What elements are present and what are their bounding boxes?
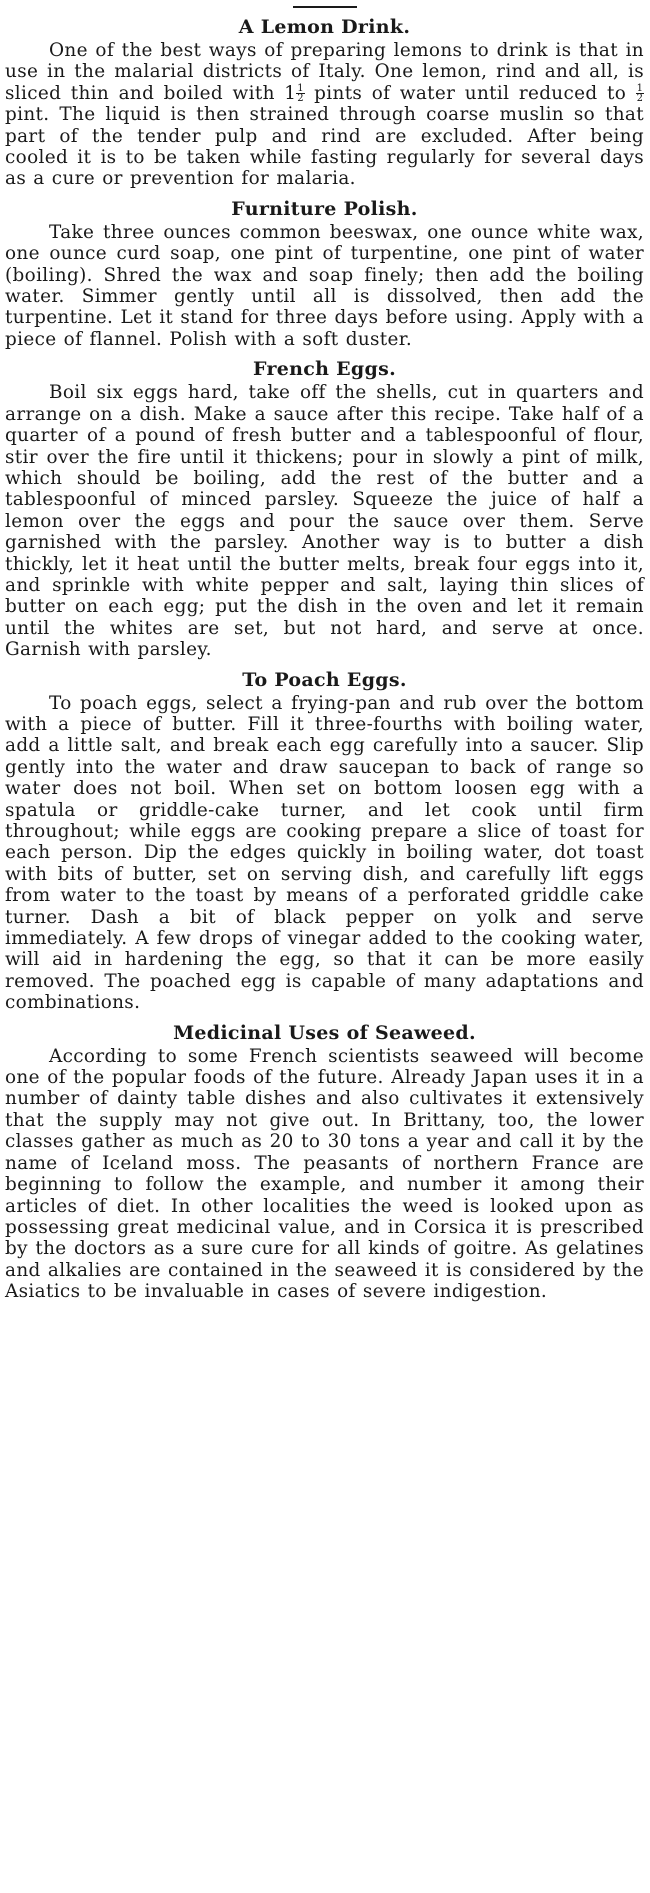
article-poach-eggs [5, 667, 644, 1014]
article-body: One of the best ways of preparing lemons to drink is that in use in the malarial districts of Italy. One lemon, rind and all, is sliced thin and boiled with 1 $\frac{1}{2}$ pints of water until reduced to $\frac{1}{2}$ pint. The liquid is then strained through coarse muslin so that part of the tender pulp and rind are excluded. After being cooled it is to be taken while fasting regularly for several days as a cure or prevention for malaria. [5, 40, 644, 190]
article-title: Furniture Polish. [231, 197, 418, 220]
article-title: A Lemon Drink. [238, 16, 411, 38]
article-title: Medicinal Uses of Seaweed. [173, 1021, 476, 1044]
article-furniture-polish [5, 196, 644, 350]
article-title: French Eggs. [252, 358, 397, 381]
article-french-eggs [5, 356, 644, 660]
article-seaweed [5, 1020, 644, 1303]
article-body: Boil six eggs hard, take off the shells, cut in quarters and arrange on a dish. Make a sauce after this recipe. Take half of a quarter of a pound of fresh butter and a tablespoonful of flour, stir over the fire until it thickens; pour in slowly a pint of milk, which should be boiling, add the rest of the butter and a tablespoonful of minced parsley. Squeeze the juice of half a lemon over the eggs and pour the sauce over them. Serve garnished with the parsley. Another way is to butter a dish thickly, let it heat until the butter melts, break four eggs into it, and sprinkle with white pepper and salt, laying thin slices of butter on each egg; put the dish in the oven and let it remain until the whites are set, but not hard, and serve at once. Garnish with parsley. [5, 382, 644, 661]
article-body: Take three ounces common beeswax, one ounce white wax, one ounce curd soap, one pint of turpentine, one pint of water (boiling). Shred the wax and soap finely; then add the boiling water. Simmer gently until all is dissolved, then add the turpentine. Let it stand for three days before using. Apply with a piece of flannel. Polish with a soft duster. [5, 221, 644, 350]
article-body: To poach eggs, select a frying-pan and rub over the bottom with a piece of butter. Fill it three-fourths with boiling water, add a little salt, and break each egg carefully into a saucer. Slip gently into the water and draw saucepan to back of range so water does not boil. When set on bottom loosen egg with a spatula or griddle-cake turner, and let cook until firm throughout; while eggs are cooking prepare a slice of toast for each person. Dip the edges quickly in boiling water, dot toast with bits of butter, set on serving dish, and carefully lift eggs from water to the toast by means of a perforated griddle cake turner. Dash a bit of black pepper on yolk and serve immediately. A few drops of vinegar added to the cooking water, will aid in hardening the egg, so that it can be more easily removed. The poached egg is capable of many adaptations and combinations. [5, 692, 644, 1014]
fraction-one-half: $\frac{1}{2}$ [297, 83, 304, 105]
top-rule [293, 6, 357, 8]
article-body: According to some French scientists seaweed will become one of the popular foods of the future. Already Japan uses it in a number of dainty table dishes and also cultivates it extensively that the supply may not give out. In Brittany, too, the lower classes gather as much as 20 to 30 tons a year and call it by the name of Iceland moss. The peasants of northern France are beginning to follow the example, and number it among their articles of diet. In other localities the weed is looked upon as possessing great medicinal value, and in Corsica it is prescribed by the doctors as a sure cure for all kinds of goitre. As gelatines and alkalies are contained in the seaweed it is considered by the Asiatics to be invaluable in cases of severe indigestion. [5, 1045, 644, 1303]
fraction-one-half: $\frac{1}{2}$ [636, 83, 643, 105]
article-lemon-drink [5, 14, 644, 190]
article-title: To Poach Eggs. [242, 668, 407, 691]
